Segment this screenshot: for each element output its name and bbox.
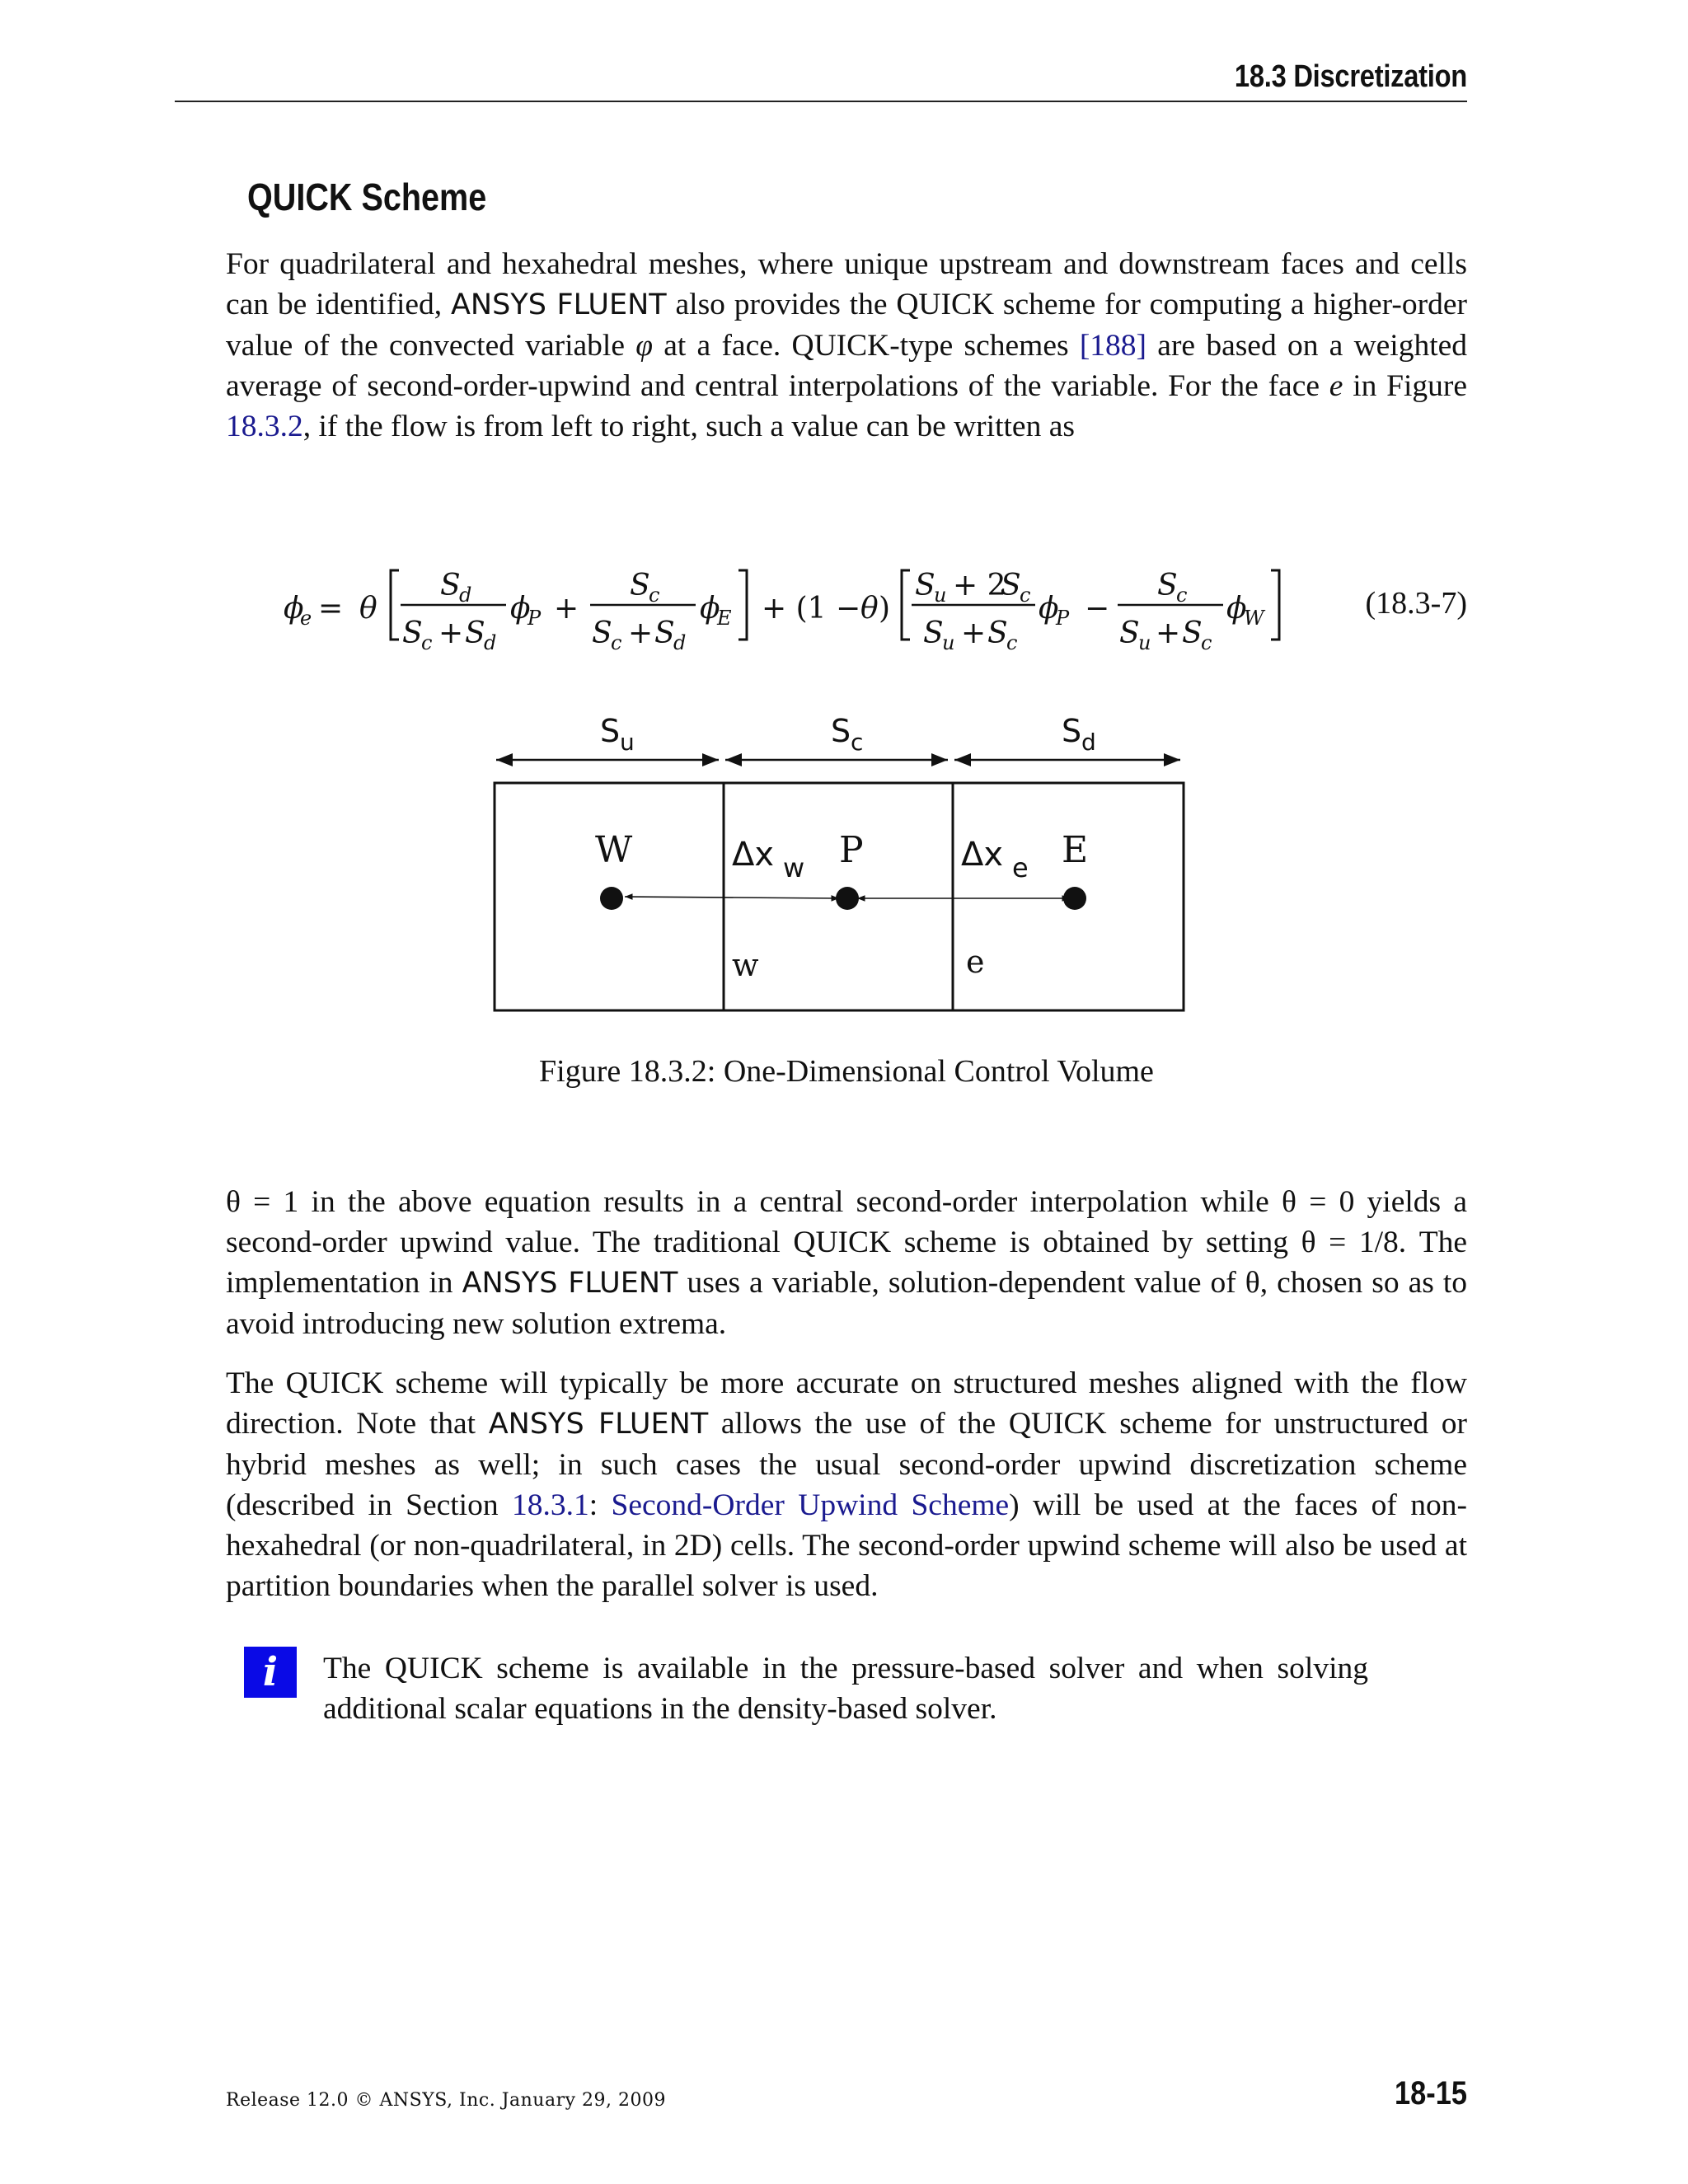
node-p <box>836 887 859 910</box>
header-rule <box>175 101 1467 102</box>
page-number: 18-15 <box>1395 2075 1467 2111</box>
footer-release: Release 12.0 © ANSYS, Inc. January 29, 2009 <box>226 2090 666 2111</box>
node-label-w: W <box>595 829 633 871</box>
svg-text:c: c <box>1201 631 1212 654</box>
svg-text:S: S <box>1182 616 1203 650</box>
svg-text:c: c <box>649 583 660 607</box>
svg-text:S: S <box>465 616 485 650</box>
text-run: , if the flow is from left to right, such a value can be written as <box>302 410 1075 443</box>
svg-text:S: S <box>1157 569 1178 602</box>
face-label-e: e <box>966 944 985 980</box>
control-volume-figure <box>478 701 1203 1030</box>
svg-text:e: e <box>300 607 312 630</box>
text-run: at a face. QUICK-type schemes <box>663 329 1069 363</box>
text-run: θ = 1 in the above equation results in a central second-order interpolation while θ = 0 yields a second-order upwind value. The traditional QUICK scheme is obtained by setting θ = 1/8. The implementation in <box>226 1185 1467 1300</box>
svg-text:W: W <box>1244 607 1264 630</box>
svg-text:S: S <box>630 569 650 602</box>
math-face-e: e <box>1329 369 1343 403</box>
svg-text:): ) <box>879 592 891 626</box>
product-name: ANSYS FLUENT <box>488 1408 709 1441</box>
svg-text:d: d <box>673 631 687 654</box>
svg-text:θ: θ <box>359 592 377 626</box>
section-link-title[interactable]: Second-Order Upwind Scheme <box>611 1488 1010 1522</box>
equation-number: (18.3-7) <box>1365 586 1467 621</box>
equation-18-3-7 <box>226 552 1467 659</box>
text-run: : <box>588 1488 598 1522</box>
label-sd: S <box>1062 713 1082 749</box>
accuracy-paragraph <box>226 1363 1467 1606</box>
svg-text:d: d <box>484 631 497 654</box>
section-link-number[interactable]: 18.3.1 <box>511 1488 589 1522</box>
node-e <box>1063 887 1086 910</box>
node-label-p: P <box>839 829 864 871</box>
svg-text:S: S <box>654 616 675 650</box>
label-sc: S <box>831 713 851 749</box>
svg-text:ϕ: ϕ <box>510 592 531 626</box>
svg-text:u: u <box>942 631 955 654</box>
label-su: S <box>600 713 621 749</box>
svg-text:u: u <box>1138 631 1151 654</box>
intro-paragraph <box>226 244 1467 447</box>
svg-text:P: P <box>1056 607 1070 630</box>
text-run: allows the use of the QUICK scheme for unstructured or hybrid meshes as well; in such cases the usual second-order upwind discretization scheme (described in Section <box>226 1407 1467 1522</box>
svg-text:S: S <box>1001 569 1021 602</box>
svg-text:−: − <box>1085 592 1110 626</box>
info-note-text: The QUICK scheme is available in the pressure-based solver and when solving additional scalar equations in the density-based solver. <box>323 1652 1368 1726</box>
svg-text:+: + <box>554 592 579 626</box>
node-w <box>600 887 623 910</box>
label-sd-sub: d <box>1081 729 1096 756</box>
text-run: also provides the QUICK scheme for computing a higher-order value of the convected variable <box>226 288 1468 363</box>
text-run: The QUICK scheme will typically be more accurate on structured meshes aligned with the flow direction. Note that <box>226 1366 1467 1441</box>
face-label-w: w <box>732 947 759 983</box>
text-run: in Figure <box>1353 369 1468 403</box>
svg-text:ϕ: ϕ <box>284 592 304 626</box>
label-dxw: Δx <box>732 836 775 874</box>
label-dxe-sub: e <box>1012 852 1029 883</box>
svg-text:ϕ: ϕ <box>1039 592 1059 626</box>
svg-text:S: S <box>1119 616 1140 650</box>
svg-text:c: c <box>1006 631 1018 654</box>
svg-text:+: + <box>1156 616 1181 650</box>
svg-text:ϕ: ϕ <box>700 592 720 626</box>
svg-text:P: P <box>528 607 542 630</box>
svg-text:+: + <box>438 616 464 650</box>
svg-text:S: S <box>592 616 612 650</box>
section-title: QUICK Scheme <box>247 176 487 218</box>
theta-paragraph <box>226 1182 1467 1344</box>
svg-text:ϕ: ϕ <box>1226 592 1247 626</box>
product-name: ANSYS FLUENT <box>462 1267 678 1300</box>
figure-link[interactable]: 18.3.2 <box>226 410 303 443</box>
label-su-sub: u <box>620 729 635 756</box>
svg-text:θ: θ <box>860 592 879 626</box>
svg-text:+ 2: + 2 <box>953 569 1006 602</box>
distance-arrow-wp <box>625 897 839 898</box>
svg-text:+ (1 −: + (1 − <box>762 592 861 626</box>
svg-text:S: S <box>915 569 935 602</box>
product-name: ANSYS FLUENT <box>450 288 667 321</box>
svg-text:c: c <box>1020 583 1031 607</box>
label-dxw-sub: w <box>783 852 805 883</box>
svg-text:S: S <box>987 616 1008 650</box>
node-label-e: E <box>1062 829 1089 871</box>
svg-text:S: S <box>402 616 423 650</box>
text-run: uses a variable, solution-dependent value of θ, chosen so as to avoid introducing new solution extrema. <box>226 1266 1468 1341</box>
svg-text:c: c <box>1176 583 1188 607</box>
text-run: are based on a weighted average of second-order-upwind and central interpolations of the variable. For the face <box>226 329 1468 403</box>
math-phi: φ <box>635 329 653 363</box>
text-run: For quadrilateral and hexahedral meshes, where unique upstream and downstream faces and cells can be identified, <box>226 247 1467 321</box>
citation-link[interactable]: [188] <box>1079 329 1147 363</box>
svg-text:d: d <box>459 583 472 607</box>
svg-text:u: u <box>934 583 947 607</box>
label-sc-sub: c <box>851 729 864 756</box>
control-volume-diagram <box>478 701 1203 1030</box>
svg-text:c: c <box>421 631 433 654</box>
svg-text:+: + <box>628 616 654 650</box>
running-head: 18.3 Discretization <box>1234 59 1467 94</box>
label-dxe: Δx <box>961 836 1004 874</box>
svg-text:+: + <box>961 616 987 650</box>
svg-text:c: c <box>611 631 622 654</box>
text-run: ) will be used at the faces of non-hexahedral (or non-quadrilateral, in 2D) cells. The second-order upwind scheme will also be used at partition boundaries when the parallel solver is used. <box>226 1488 1468 1603</box>
figure-caption: Figure 18.3.2: One-Dimensional Control Volume <box>539 1054 1154 1089</box>
svg-text:E: E <box>717 607 732 630</box>
svg-text:S: S <box>923 616 944 650</box>
info-icon: i <box>244 1647 297 1698</box>
svg-text:S: S <box>440 569 461 602</box>
svg-text:=: = <box>318 592 344 626</box>
equation-formula <box>226 552 1347 659</box>
